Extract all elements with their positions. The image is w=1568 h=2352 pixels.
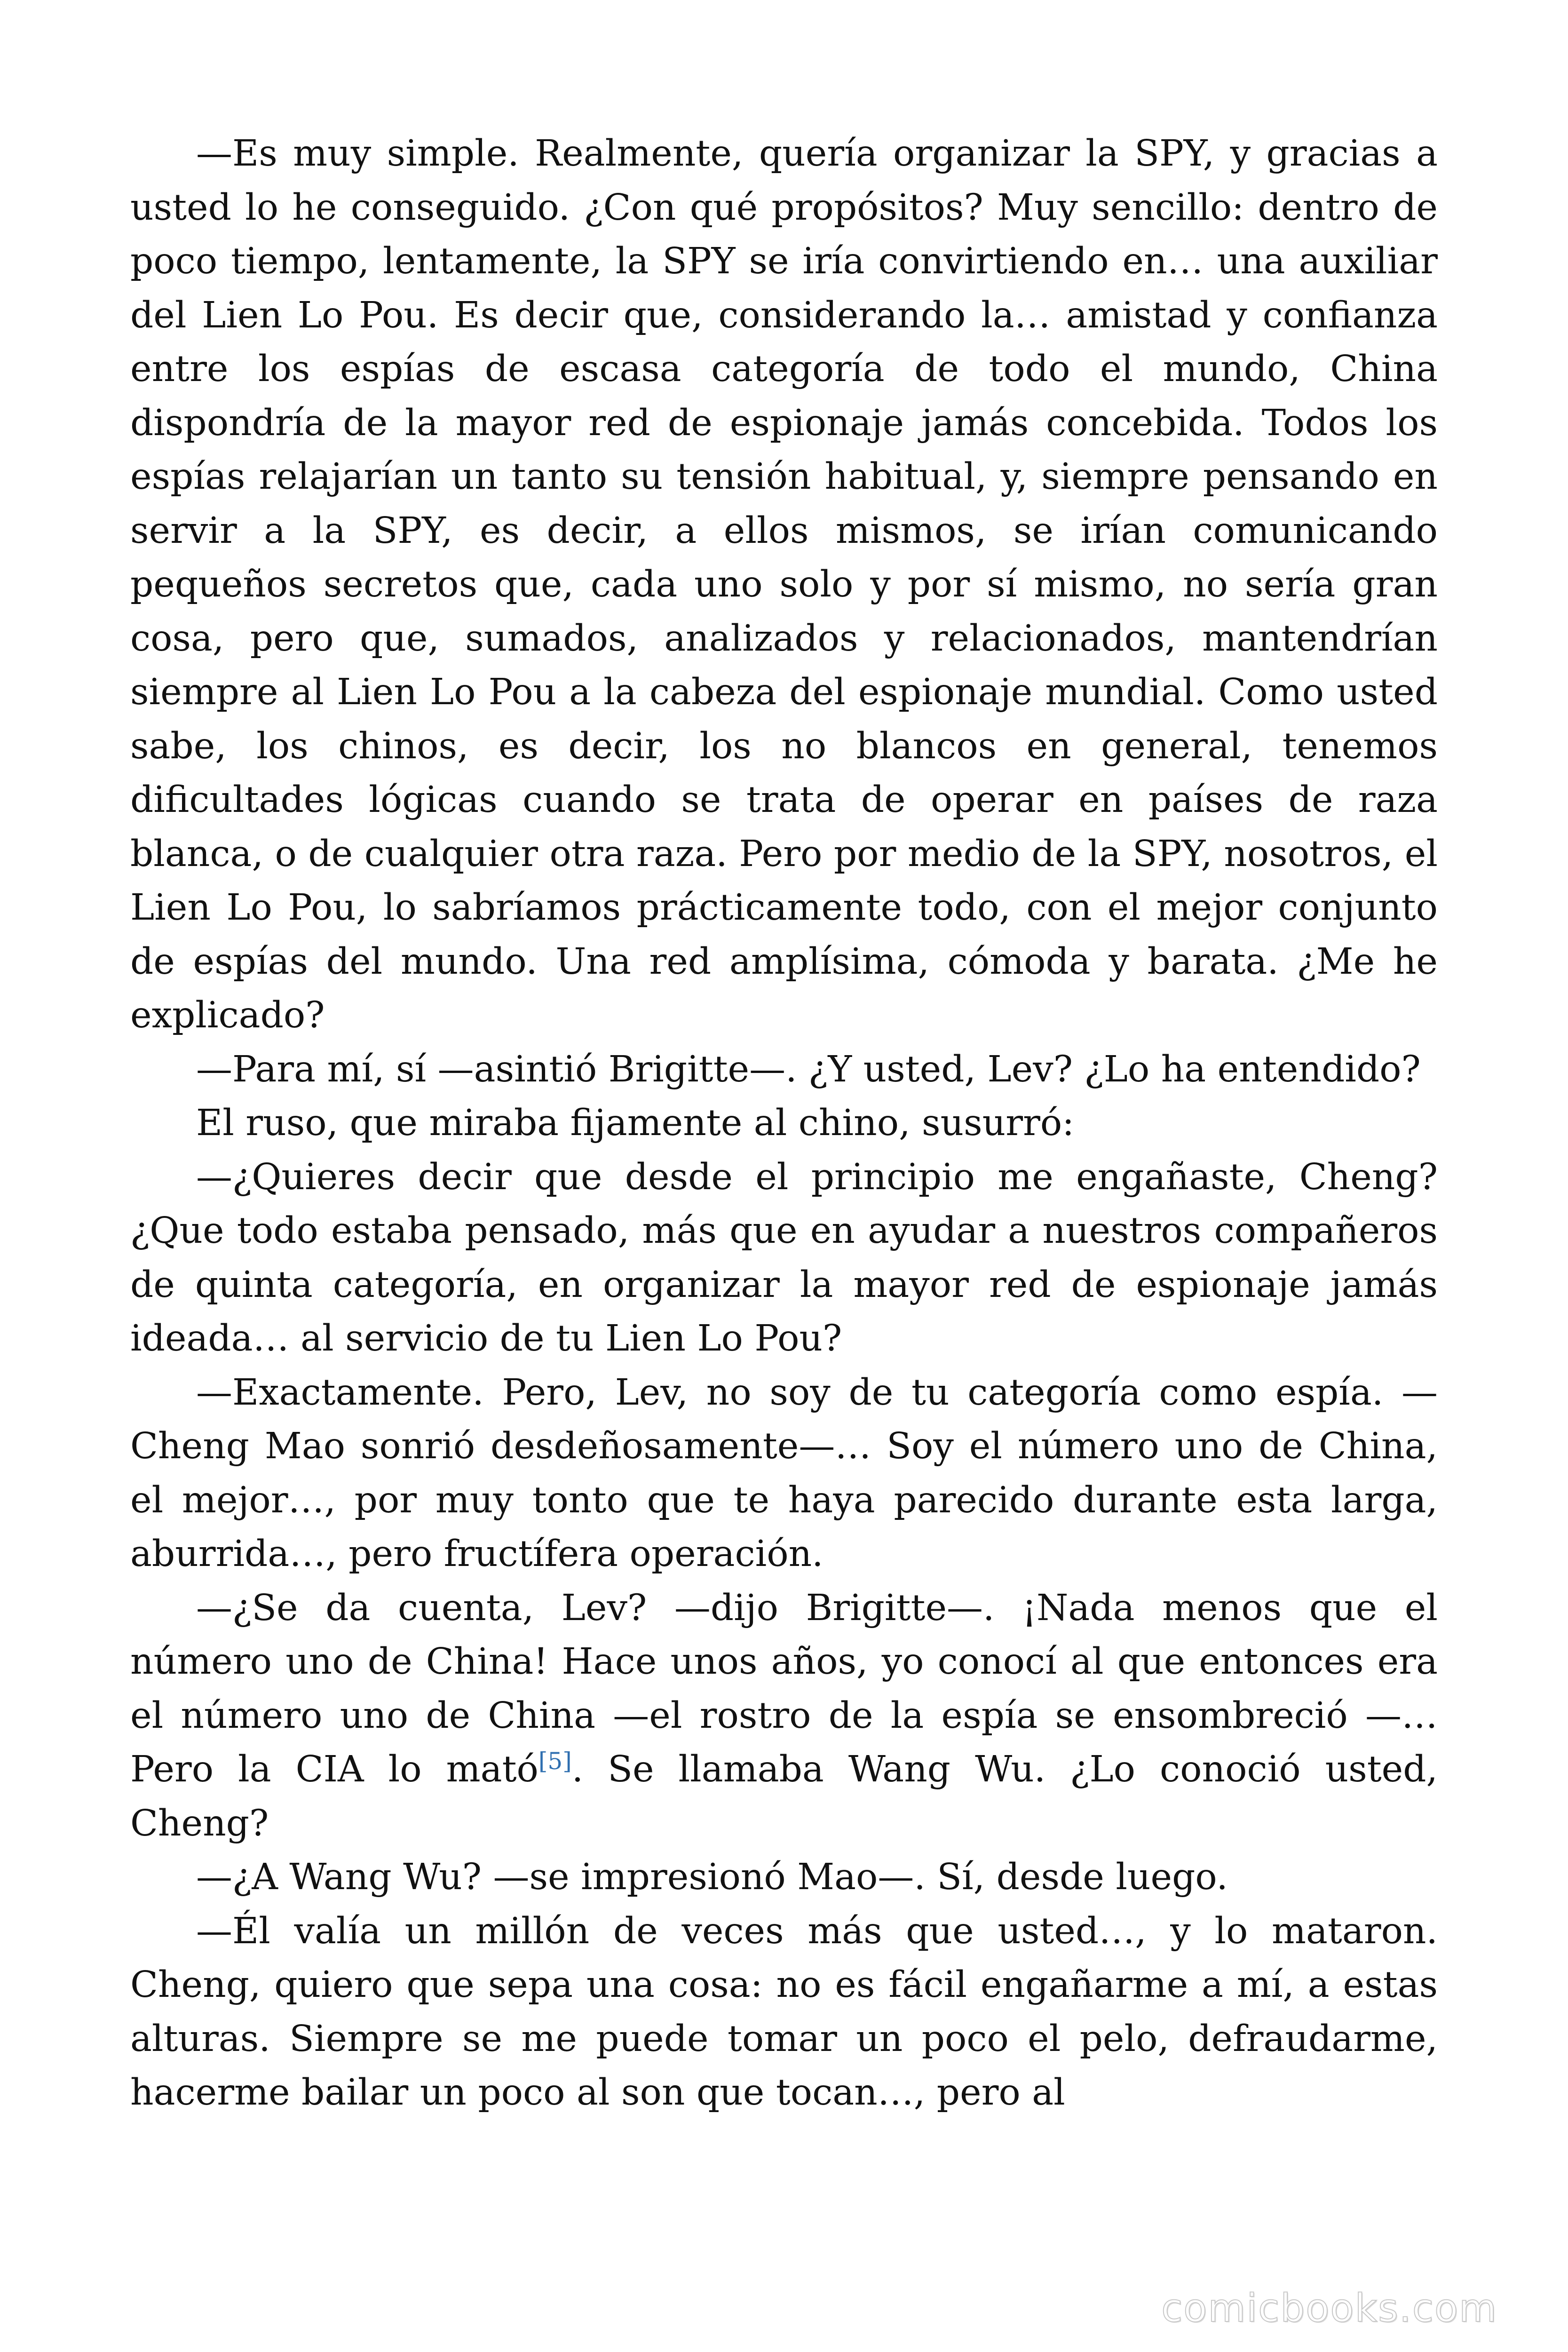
paragraph: —Él valía un millón de veces más que usted…, y lo mataron. Cheng, quiero que sepa una cosa: no es fácil engañarme a mí, a estas alturas. Siempre se me puede tomar un poco el pelo, defraudarme, hacerme bailar un poco al son que tocan…, pero al	[130, 1910, 1438, 2114]
paragraph-text: —¿Se da cuenta, Lev? —dijo Brigitte—. ¡Nada menos que el número uno de China! Hace unos años, yo conocí al que entonces era el número uno de China —el rostro de la espía se ensombreció —… Pero la CIA lo mató	[130, 1587, 1438, 1790]
paragraph: —Exactamente. Pero, Lev, no soy de tu categoría como espía. —Cheng Mao sonrió desdeñosamente—… Soy el número uno de China, el mejor…, por muy tonto que te haya parecido durante esta larga, aburrida…, pero fructífera operación.	[130, 1371, 1438, 1575]
paragraph	[130, 1581, 1438, 1851]
watermark: comicbooks.com	[1161, 2286, 1497, 2331]
paragraph: —Es muy simple. Realmente, quería organizar la SPY, y gracias a usted lo he conseguido. ¿Con qué propósitos? Muy sencillo: dentro de poco tiempo, lentamente, la SPY se iría convirtiendo en… una auxiliar del Lien Lo Pou. Es decir que, considerando la… amistad y confianza entre los espías de escasa categoría de todo el mundo, China dispondría de la mayor red de espionaje jamás concebida. Todos los espías relajarían un tanto su tensión habitual, y, siempre pensando en servir a la SPY, es decir, a ellos mismos, se irían comunicando pequeños secretos que, cada uno solo y por sí mismo, no sería gran cosa, pero que, sumados, analizados y relacionados, mantendrían siempre al Lien Lo Pou a la cabeza del espionaje mundial. Como usted sabe, los chinos, es decir, los no blancos en general, tenemos dificultades lógicas cuando se trata de operar en países de raza blanca, o de cualquier otra raza. Pero por medio de la SPY, nosotros, el Lien Lo Pou, lo sabríamos prácticamente todo, con el mejor conjunto de espías del mundo. Una red amplísima, cómoda y barata. ¿Me he explicado?	[130, 133, 1438, 1036]
footnote-link[interactable]: [5]	[538, 1748, 572, 1775]
paragraph: —¿A Wang Wu? —se impresionó Mao—. Sí, desde luego.	[196, 1856, 1228, 1898]
paragraph: El ruso, que miraba fijamente al chino, susurró:	[196, 1102, 1075, 1144]
book-page-text	[130, 127, 1438, 2120]
paragraph: —¿Quieres decir que desde el principio me engañaste, Cheng? ¿Que todo estaba pensado, más que en ayudar a nuestros compañeros de quinta categoría, en organizar la mayor red de espionaje jamás ideada… al servicio de tu Lien Lo Pou?	[130, 1156, 1438, 1359]
paragraph: —Para mí, sí —asintió Brigitte—. ¿Y usted, Lev? ¿Lo ha entendido?	[196, 1048, 1421, 1090]
paragraph-text: . Se llamaba Wang Wu. ¿Lo conoció usted, Cheng?	[130, 1748, 1438, 1844]
